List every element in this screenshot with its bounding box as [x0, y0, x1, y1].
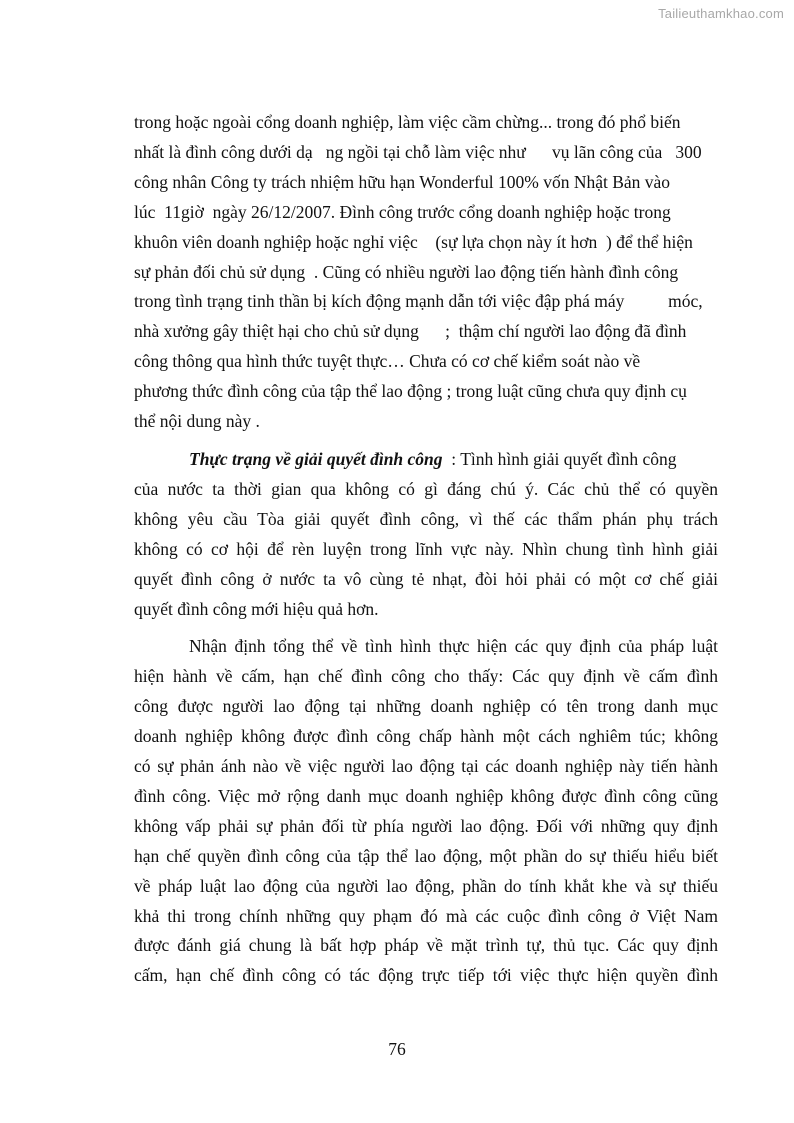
text-line: công được người lao động tại những doanh nghiệp có tên trong danh mục [134, 696, 718, 717]
text-line [134, 445, 718, 475]
text-line: nhà xưởng gây thiệt hại cho chủ sử dụng ; thậm chí người lao động đã đình [134, 321, 687, 342]
text-line: không có cơ hội để rèn luyện trong lĩnh vực này. Nhìn chung tình hình giải [134, 538, 718, 559]
paragraph-2 [134, 445, 718, 624]
section-heading: Thực trạng về giải quyết đình công [189, 448, 443, 469]
document-body [134, 108, 718, 991]
text-line: hiện hành về cấm, hạn chế đình công cho thấy: Các quy định về cấm đình [134, 666, 718, 687]
text-line: không vấp phải sự phản đối từ phía người lao động. Đối với những quy định [134, 815, 718, 836]
text-line: trong tình trạng tinh thần bị kích động mạnh dẫn tới việc đập phá máy móc, [134, 291, 703, 312]
heading-rest: : Tình hình giải quyết đình công [442, 448, 677, 469]
watermark-text: Tailieuthamkhao.com [658, 6, 784, 21]
text-line: công thông qua hình thức tuyệt thực… Chưa có cơ chế kiểm soát nào về [134, 351, 641, 372]
text-line: cấm, hạn chế đình công có tác động trực tiếp tới việc thực hiện quyền đình [134, 965, 718, 986]
text-line: doanh nghiệp không được đình công chấp hành một cách nghiêm túc; không [134, 726, 718, 747]
text-line: hạn chế quyền đình công của tập thể lao động, một phần do sự thiếu hiểu biết [134, 845, 718, 866]
text-line: phương thức đình công của tập thể lao động ; trong luật cũng chưa quy định cụ [134, 381, 687, 402]
text-line: trong hoặc ngoài cổng doanh nghiệp, làm việc cầm chừng... trong đó phổ biến [134, 112, 681, 132]
text-line: về pháp luật lao động của người lao động, phần do tính khắt khe và sự thiếu [134, 875, 718, 896]
text-line: sự phản đối chủ sử dụng . Cũng có nhiều người lao động tiến hành đình công [134, 261, 679, 282]
text-line: không yêu cầu Tòa giải quyết đình công, vì thế các thẩm phán phụ trách [134, 508, 718, 529]
text-line: đình công. Việc mở rộng danh mục doanh nghiệp không được đình công cũng [134, 785, 718, 806]
text-line: công nhân Công ty trách nhiệm hữu hạn Wonderful 100% vốn Nhật Bản vào [134, 171, 671, 192]
text-line: thể nội dung này . [134, 411, 260, 432]
text-line: khả thi trong chính những quy phạm đó mà các cuộc đình công ở Việt Nam [134, 905, 718, 926]
text-line: quyết đình công mới hiệu quả hơn. [134, 598, 379, 619]
text-line: quyết đình công ở nước ta vô cùng tẻ nhạt, đòi hỏi phải có một cơ chế giải [134, 568, 718, 589]
text-line: nhất là đình công dưới dạ ng ngồi tại chỗ làm việc như vụ lãn công của 300 [134, 141, 702, 162]
paragraph-3 [134, 632, 718, 991]
text-line: được đánh giá chung là bất hợp pháp về mặt trình tự, thủ tục. Các quy định [134, 935, 718, 956]
text-line: khuôn viên doanh nghiệp hoặc nghỉ việc (sự lựa chọn này ít hơn ) để thể hiện [134, 231, 693, 252]
page-number: 76 [388, 1039, 406, 1059]
text-line: của nước ta thời gian qua không có gì đáng chú ý. Các chủ thể có quyền [134, 478, 718, 499]
text-line: lúc 11giờ ngày 26/12/2007. Đình công trước cổng doanh nghiệp hoặc trong [134, 201, 671, 222]
text-line: có sự phản ánh nào về việc người lao động tại các doanh nghiệp này tiến hành [134, 756, 718, 777]
paragraph-1 [134, 108, 718, 437]
text-line: Nhận định tổng thể về tình hình thực hiện các quy định của pháp luật [189, 636, 718, 657]
